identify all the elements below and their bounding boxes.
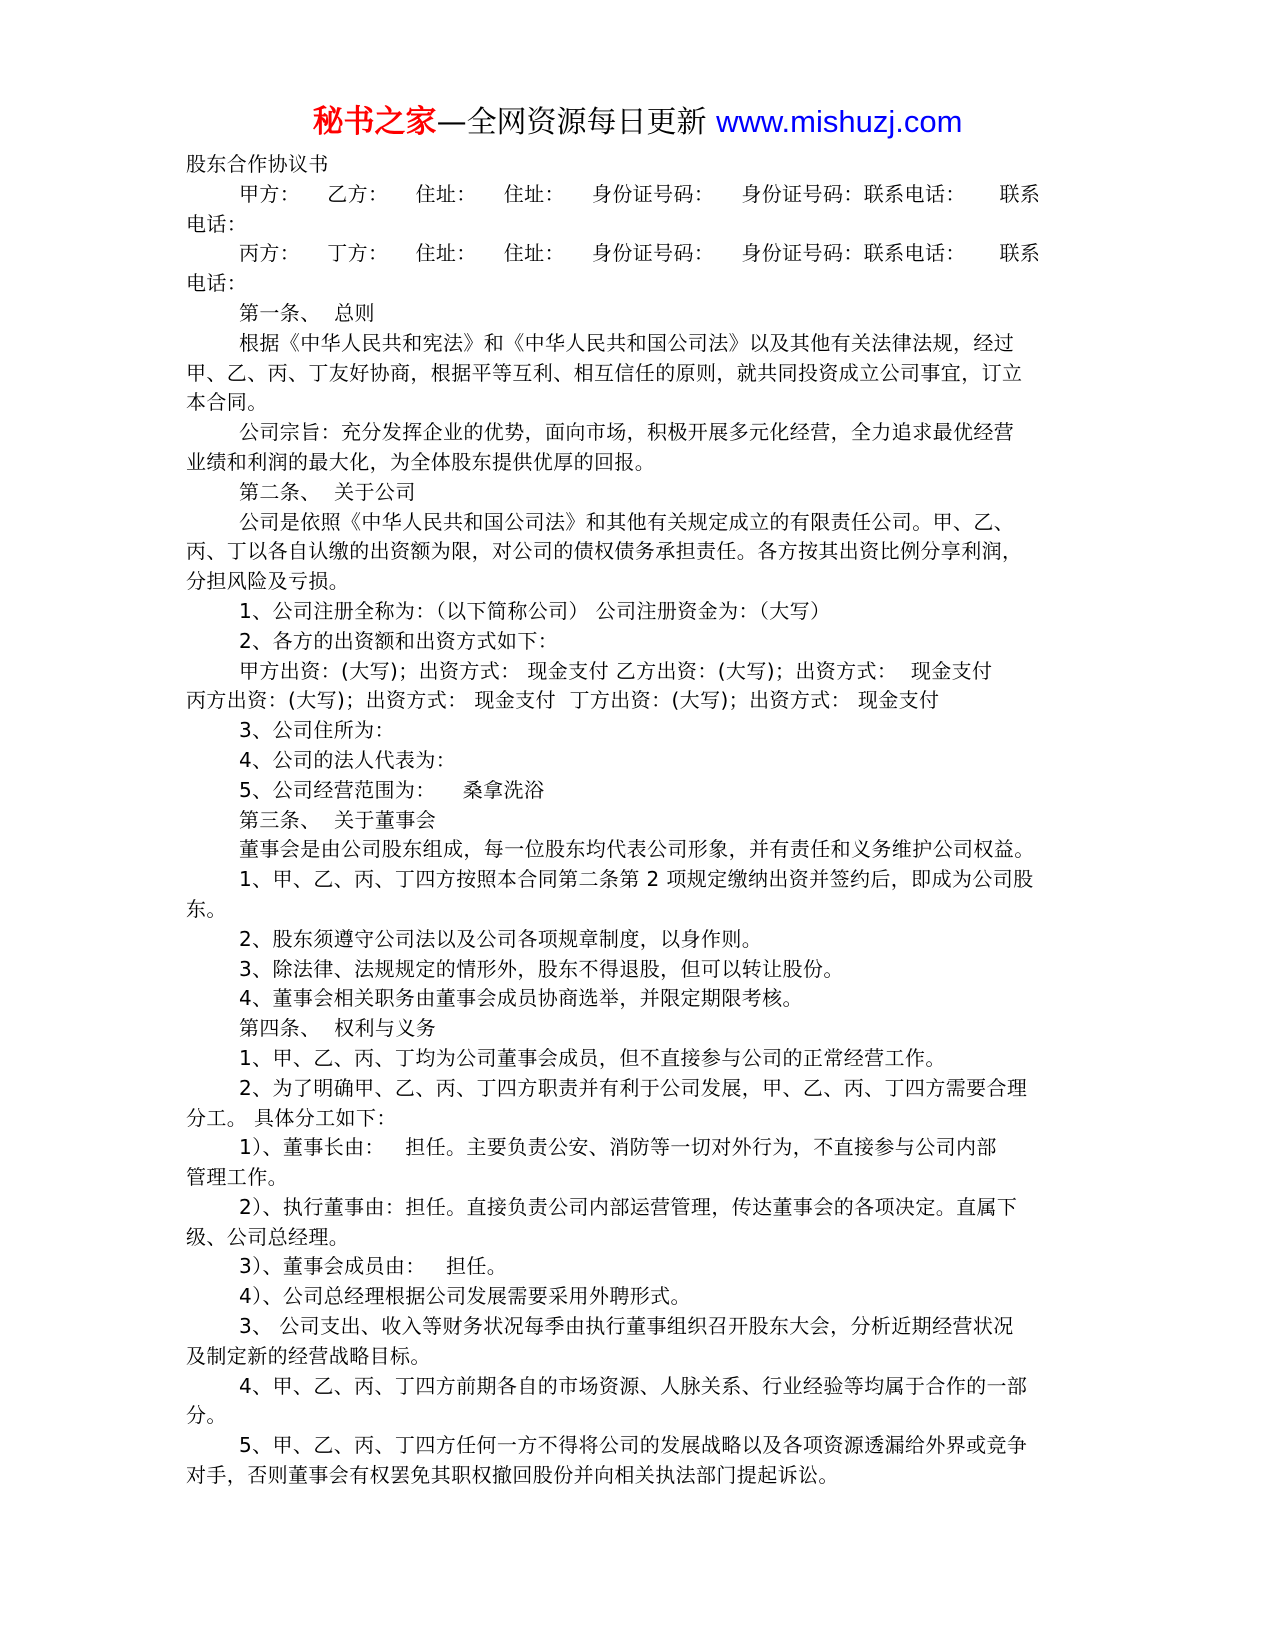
document-line: 4、董事会相关职务由董事会成员协商选举，并限定期限考核。 bbox=[239, 986, 803, 1011]
document-line: 对手，否则董事会有权罢免其职权撤回股份并向相关执法部门提起诉讼。 bbox=[186, 1463, 839, 1488]
document-line: 2、各方的出资额和出资方式如下： bbox=[239, 628, 559, 653]
document-line: 第一条、 总则 bbox=[239, 300, 375, 325]
document-line: 3、除法律、法规规定的情形外，股东不得退股，但可以转让股份。 bbox=[239, 956, 844, 981]
page-header bbox=[0, 102, 1275, 143]
document-line: 3、 公司支出、收入等财务状况每季由执行董事组织召开股东大会，分析近期经营状况 bbox=[239, 1314, 1014, 1339]
document-line: 及制定新的经营战略目标。 bbox=[186, 1343, 431, 1368]
document-line: 1、甲、乙、丙、丁四方按照本合同第二条第 2 项规定缴纳出资并签约后，即成为公司股 bbox=[239, 867, 1034, 892]
site-tagline: —全网资源每日更新 bbox=[436, 105, 717, 140]
document-line: 1、甲、乙、丙、丁均为公司董事会成员，但不直接参与公司的正常经营工作。 bbox=[239, 1045, 946, 1070]
document-line: 公司宗旨：充分发挥企业的优势，面向市场，积极开展多元化经营，全力追求最优经营 bbox=[239, 420, 1015, 445]
document-line: 4、甲、乙、丙、丁四方前期各自的市场资源、人脉关系、行业经验等均属于合作的一部 bbox=[239, 1373, 1028, 1398]
document-line: 4）、公司总经理根据公司发展需要采用外聘形式。 bbox=[239, 1284, 691, 1309]
document-line: 5、甲、乙、丙、丁四方任何一方不得将公司的发展战略以及各项资源透漏给外界或竞争 bbox=[239, 1433, 1028, 1458]
document-line: 2）、执行董事由：担任。直接负责公司内部运营管理，传达董事会的各项决定。直属下 bbox=[239, 1194, 1018, 1219]
document-line: 公司是依照《中华人民共和国公司法》和其他有关规定成立的有限责任公司。甲、乙、 bbox=[239, 509, 1015, 534]
site-brand: 秘书之家 bbox=[312, 104, 437, 140]
document-line: 第四条、 权利与义务 bbox=[239, 1016, 437, 1041]
document-line: 分。 bbox=[186, 1403, 227, 1428]
document-line: 丙方： 丁方： 住址： 住址： 身份证号码： 身份证号码：联系电话： 联系 bbox=[239, 241, 1041, 266]
document-line: 董事会是由公司股东组成，每一位股东均代表公司形象，并有责任和义务维护公司权益。 bbox=[239, 837, 1035, 862]
document-line: 3）、董事会成员由： 担任。 bbox=[239, 1254, 508, 1279]
document-line: 电话： bbox=[186, 271, 248, 296]
document-line: 第二条、 关于公司 bbox=[239, 479, 416, 504]
document-line: 2、股东须遵守公司法以及公司各项规章制度，以身作则。 bbox=[239, 926, 763, 951]
document-title: 股东合作协议书 bbox=[186, 152, 329, 176]
document-line: 电话： bbox=[186, 211, 248, 236]
document-line: 1）、董事长由： 担任。主要负责公安、消防等一切对外行为，不直接参与公司内部 bbox=[239, 1135, 997, 1160]
document-line: 东。 bbox=[186, 896, 227, 921]
document-line: 第三条、 关于董事会 bbox=[239, 807, 437, 832]
document-line: 1、公司注册全称为：（以下简称公司） 公司注册资金为：（大写） bbox=[239, 598, 831, 623]
document-line: 甲方： 乙方： 住址： 住址： 身份证号码： 身份证号码：联系电话： 联系 bbox=[239, 181, 1041, 206]
document-line: 甲方出资：(大写)；出资方式： 现金支付 乙方出资：(大写)；出资方式： 现金支付 bbox=[239, 658, 993, 683]
document-body bbox=[186, 150, 1084, 1491]
document-line: 3、公司住所为： bbox=[239, 718, 395, 743]
document-line: 分担风险及亏损。 bbox=[186, 569, 350, 594]
document-line: 甲、乙、丙、丁友好协商，根据平等互利、相互信任的原则，就共同投资成立公司事宜，订立 bbox=[186, 360, 1023, 385]
document-line: 5、公司经营范围为： 桑拿洗浴 bbox=[239, 777, 545, 802]
document-line: 丙、丁以各自认缴的出资额为限，对公司的债权债务承担责任。各方按其出资比例分享利润， bbox=[186, 539, 1023, 564]
document-line: 分工。 具体分工如下： bbox=[186, 1105, 397, 1130]
document-line: 级、公司总经理。 bbox=[186, 1224, 350, 1249]
document-line: 4、公司的法人代表为： bbox=[239, 747, 457, 772]
document-line: 根据《中华人民共和宪法》和《中华人民共和国公司法》以及其他有关法律法规，经过 bbox=[239, 330, 1015, 355]
document-line: 管理工作。 bbox=[186, 1165, 288, 1190]
document-line: 业绩和利润的最大化，为全体股东提供优厚的回报。 bbox=[186, 449, 656, 474]
site-url-link[interactable]: www.mishuzj.com bbox=[716, 104, 963, 139]
document-line: 2、为了明确甲、乙、丙、丁四方职责并有利于公司发展，甲、乙、丙、丁四方需要合理 bbox=[239, 1075, 1028, 1100]
document-line: 丙方出资：(大写)；出资方式： 现金支付 丁方出资：(大写)；出资方式： 现金支付 bbox=[186, 688, 940, 713]
document-line: 本合同。 bbox=[186, 390, 268, 415]
